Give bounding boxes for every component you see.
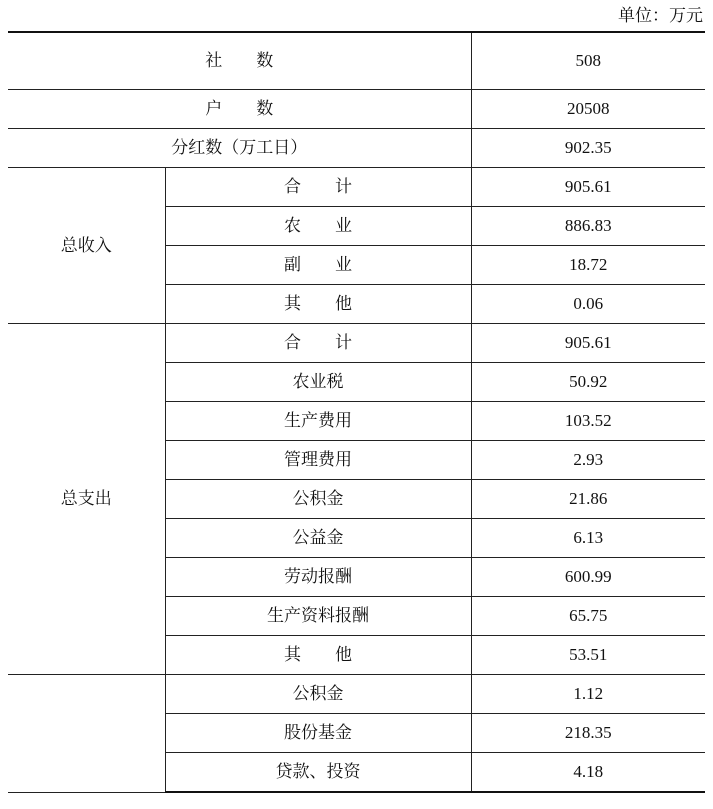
item-label: 其 他 bbox=[165, 636, 471, 675]
item-value: 103.52 bbox=[471, 402, 705, 441]
item-label: 管理费用 bbox=[165, 441, 471, 480]
row-value-hu-shu: 20508 bbox=[471, 90, 705, 129]
item-value: 18.72 bbox=[471, 246, 705, 285]
group-label-other bbox=[8, 675, 165, 793]
row-value-fenhong: 902.35 bbox=[471, 129, 705, 168]
item-value: 886.83 bbox=[471, 207, 705, 246]
row-value-she-shu: 508 bbox=[471, 32, 705, 90]
item-label: 贷款、投资 bbox=[165, 753, 471, 793]
item-value: 600.99 bbox=[471, 558, 705, 597]
table-row bbox=[8, 32, 705, 90]
item-label: 合 计 bbox=[165, 324, 471, 363]
item-value: 1.12 bbox=[471, 675, 705, 714]
table-row bbox=[8, 168, 705, 207]
item-label: 其 他 bbox=[165, 285, 471, 324]
item-value: 4.18 bbox=[471, 753, 705, 793]
item-value: 21.86 bbox=[471, 480, 705, 519]
item-value: 0.06 bbox=[471, 285, 705, 324]
table-row bbox=[8, 324, 705, 363]
item-value: 218.35 bbox=[471, 714, 705, 753]
table-row bbox=[8, 675, 705, 714]
item-label: 生产资料报酬 bbox=[165, 597, 471, 636]
item-label: 合 计 bbox=[165, 168, 471, 207]
item-value: 6.13 bbox=[471, 519, 705, 558]
item-label: 股份基金 bbox=[165, 714, 471, 753]
item-label: 生产费用 bbox=[165, 402, 471, 441]
row-label-hu-shu: 户 数 bbox=[8, 90, 471, 129]
group-label-income: 总收入 bbox=[8, 168, 165, 324]
item-value: 53.51 bbox=[471, 636, 705, 675]
table-row bbox=[8, 129, 705, 168]
unit-label: 单位：万元 bbox=[618, 6, 703, 26]
item-value: 905.61 bbox=[471, 324, 705, 363]
statistics-table bbox=[8, 31, 705, 793]
item-value: 905.61 bbox=[471, 168, 705, 207]
item-label: 农业税 bbox=[165, 363, 471, 402]
item-value: 65.75 bbox=[471, 597, 705, 636]
item-label: 公积金 bbox=[165, 480, 471, 519]
row-label-fenhong: 分红数（万工日） bbox=[8, 129, 471, 168]
group-label-expense: 总支出 bbox=[8, 324, 165, 675]
row-label-she-shu: 社 数 bbox=[8, 32, 471, 90]
item-label: 公积金 bbox=[165, 675, 471, 714]
item-label: 公益金 bbox=[165, 519, 471, 558]
item-value: 50.92 bbox=[471, 363, 705, 402]
item-value: 2.93 bbox=[471, 441, 705, 480]
item-label: 劳动报酬 bbox=[165, 558, 471, 597]
item-label: 农 业 bbox=[165, 207, 471, 246]
item-label: 副 业 bbox=[165, 246, 471, 285]
table-row bbox=[8, 90, 705, 129]
